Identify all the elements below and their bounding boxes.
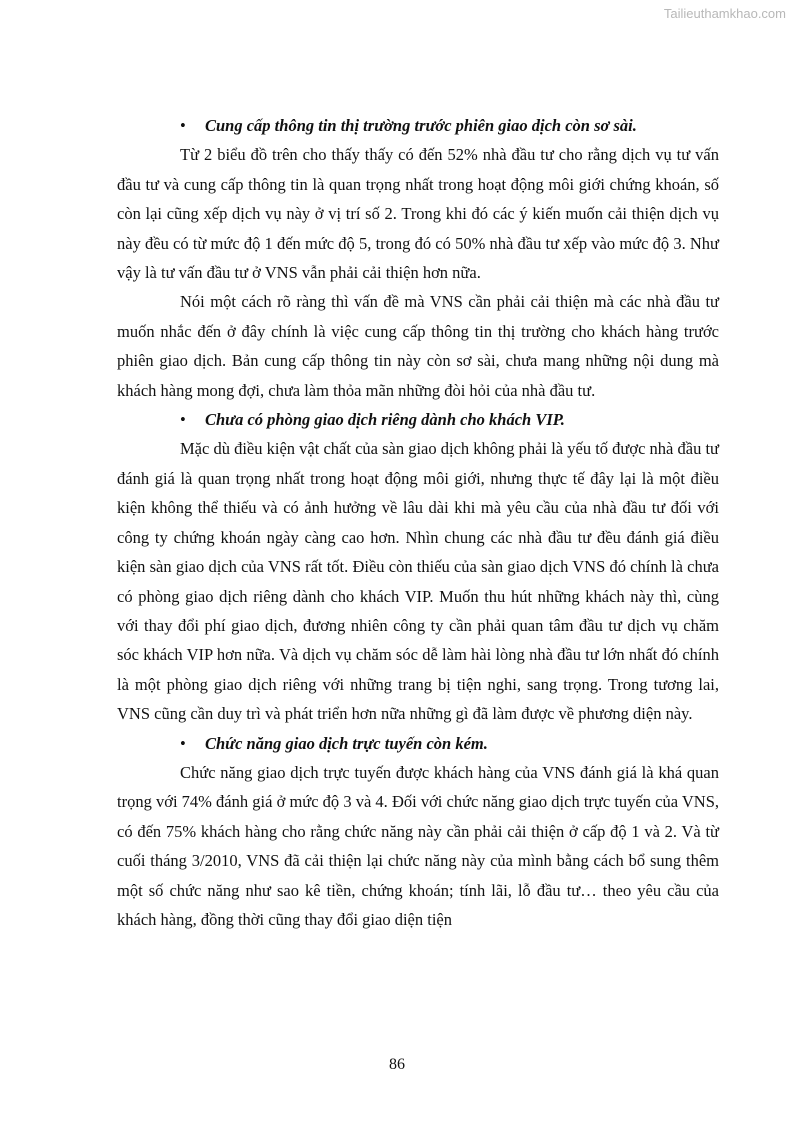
- page-number: 86: [389, 1056, 405, 1073]
- bullet-dot-icon: •: [180, 733, 186, 753]
- paragraph: Nói một cách rõ ràng thì vấn đề mà VNS cần phải cải thiện mà các nhà đầu tư muốn nhắc đến ở đây chính là việc cung cấp thông tin thị trường cho khách hàng trước phiên giao dịch. Bản cung cấp thông tin này còn sơ sài, chưa mang những nội dung mà khách hàng mong đợi, chưa làm thỏa mãn những đòi hỏi của nhà đầu tư.: [117, 292, 719, 400]
- bullet-dot-icon: •: [180, 410, 186, 430]
- bullet-dot-icon: •: [180, 116, 186, 135]
- section-heading-market-info: [117, 111, 719, 140]
- paragraph: Mặc dù điều kiện vật chất của sàn giao dịch không phải là yếu tố được nhà đầu tư đánh giá là quan trọng nhất trong hoạt động môi giới, nhưng thực tế đây lại là một điều kiện không thể thiếu và có ảnh hưởng về lâu dài khi mà yêu cầu của nhà đầu tư đối với công ty chứng khoán ngày càng cao hơn. Nhìn chung các nhà đầu tư đều đánh giá điều kiện sàn giao dịch của VNS rất tốt. Điều còn thiếu của sàn giao dịch VNS đó chính là chưa có phòng giao dịch riêng dành cho khách VIP. Muốn thu hút những khách này thì, cùng với thay đổi phí giao dịch, đương nhiên công ty cần phải quan tâm đầu tư dịch vụ chăm sóc khách VIP hơn nữa. Và dịch vụ chăm sóc dễ làm hài lòng nhà đầu tư lớn nhất đó chính là một phòng giao dịch riêng với những trang bị tiện nghi, sang trọng. Trong tương lai, VNS cũng cần duy trì và phát triển hơn nữa những gì đã làm được về phương diện này.: [117, 439, 719, 724]
- section-heading-vip-room: [117, 405, 719, 434]
- section-heading-text: Chức năng giao dịch trực tuyến còn kém.: [205, 733, 488, 753]
- watermark-text: Tailieuthamkhao.com: [663, 6, 786, 21]
- section-heading-online-trading: [117, 729, 719, 758]
- paragraph: Chức năng giao dịch trực tuyến được khách hàng của VNS đánh giá là khá quan trọng với 74% đánh giá ở mức độ 3 và 4. Đối với chức năng giao dịch trực tuyến của VNS, có đến 75% khách hàng cho rằng chức năng này cần phải cải thiện ở cấp độ 1 và 2. Và từ cuối tháng 3/2010, VNS đã cải thiện lại chức năng này của mình bằng cách bổ sung thêm một số chức năng như sao kê tiền, chứng khoán; tính lãi, lỗ đầu tư… theo yêu cầu của khách hàng, đồng thời cũng thay đổi giao diện tiện: [117, 762, 719, 929]
- section-heading-text: Cung cấp thông tin thị trường trước phiên giao dịch còn sơ sài.: [205, 116, 637, 135]
- document-body: [117, 111, 719, 934]
- paragraph: Từ 2 biểu đồ trên cho thấy thấy có đến 52% nhà đầu tư cho rằng dịch vụ tư vấn đầu tư và cung cấp thông tin là quan trọng nhất trong hoạt động môi giới chứng khoán, số còn lại cũng xếp dịch vụ này ở vị trí số 2. Trong khi đó các ý kiến muốn cải thiện dịch vụ này đều có từ mức độ 1 đến mức độ 5, trong đó có 50% nhà đầu tư xếp vào mức độ 3. Như vậy là tư vấn đầu tư ở VNS vẫn phải cải thiện hơn nữa.: [117, 145, 719, 283]
- section-heading-text: Chưa có phòng giao dịch riêng dành cho khách VIP.: [205, 410, 565, 430]
